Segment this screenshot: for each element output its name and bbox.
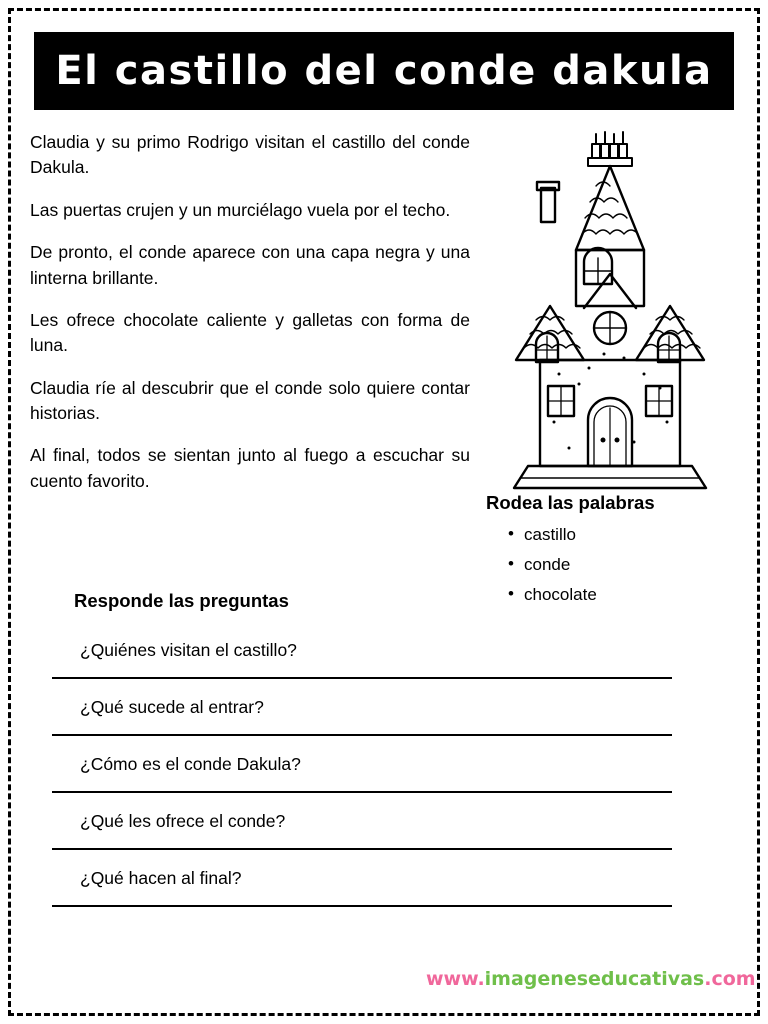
site-watermark [426, 968, 756, 990]
question-item [52, 811, 712, 850]
watermark-part-tld: .com [704, 968, 756, 990]
circle-word-item[interactable]: • castillo [508, 520, 736, 550]
question-item [52, 640, 712, 679]
story-paragraph: Las puertas crujen y un murciélago vuela por el techo. [30, 199, 451, 220]
title-banner [34, 32, 734, 110]
story-paragraph: Claudia ríe al descubrir que el conde solo quiere contar historias. [30, 377, 470, 423]
answer-line[interactable] [52, 791, 672, 793]
answer-line[interactable] [52, 677, 672, 679]
answer-line[interactable] [52, 848, 672, 850]
question-text: ¿Qué les ofrece el conde? [80, 811, 286, 831]
circle-word-item[interactable]: • chocolate [508, 580, 736, 610]
circle-words-heading: Rodea las palabras [486, 492, 655, 513]
questions-heading: Responde las preguntas [74, 590, 289, 611]
question-text: ¿Quiénes visitan el castillo? [80, 640, 297, 660]
watermark-part-name: imageneseducativas [484, 968, 705, 990]
answer-line[interactable] [52, 905, 672, 907]
question-text: ¿Qué hacen al final? [80, 868, 242, 888]
page-content [22, 22, 756, 1002]
questions-section [52, 590, 712, 925]
story-paragraph: Al final, todos se sientan junto al fuego a escuchar su cuento favorito. [30, 445, 470, 491]
story-paragraph: Les ofrece chocolate caliente y galletas con forma de luna. [30, 309, 470, 356]
haunted-castle-illustration [484, 122, 732, 494]
circle-word-item[interactable]: • conde [508, 550, 736, 580]
page-title: El castillo del conde dakula [55, 48, 713, 94]
watermark-part-www: www. [426, 968, 485, 990]
question-item [52, 868, 712, 907]
story-paragraph: Claudia y su primo Rodrigo visitan el castillo del conde Dakula. [30, 132, 470, 178]
story-text [30, 130, 470, 511]
answer-line[interactable] [52, 734, 672, 736]
question-text: ¿Cómo es el conde Dakula? [80, 754, 301, 774]
question-item [52, 697, 712, 736]
story-paragraph: De pronto, el conde aparece con una capa negra y una linterna brillante. [30, 242, 470, 288]
question-item [52, 754, 712, 793]
question-text: ¿Qué sucede al entrar? [80, 697, 264, 717]
